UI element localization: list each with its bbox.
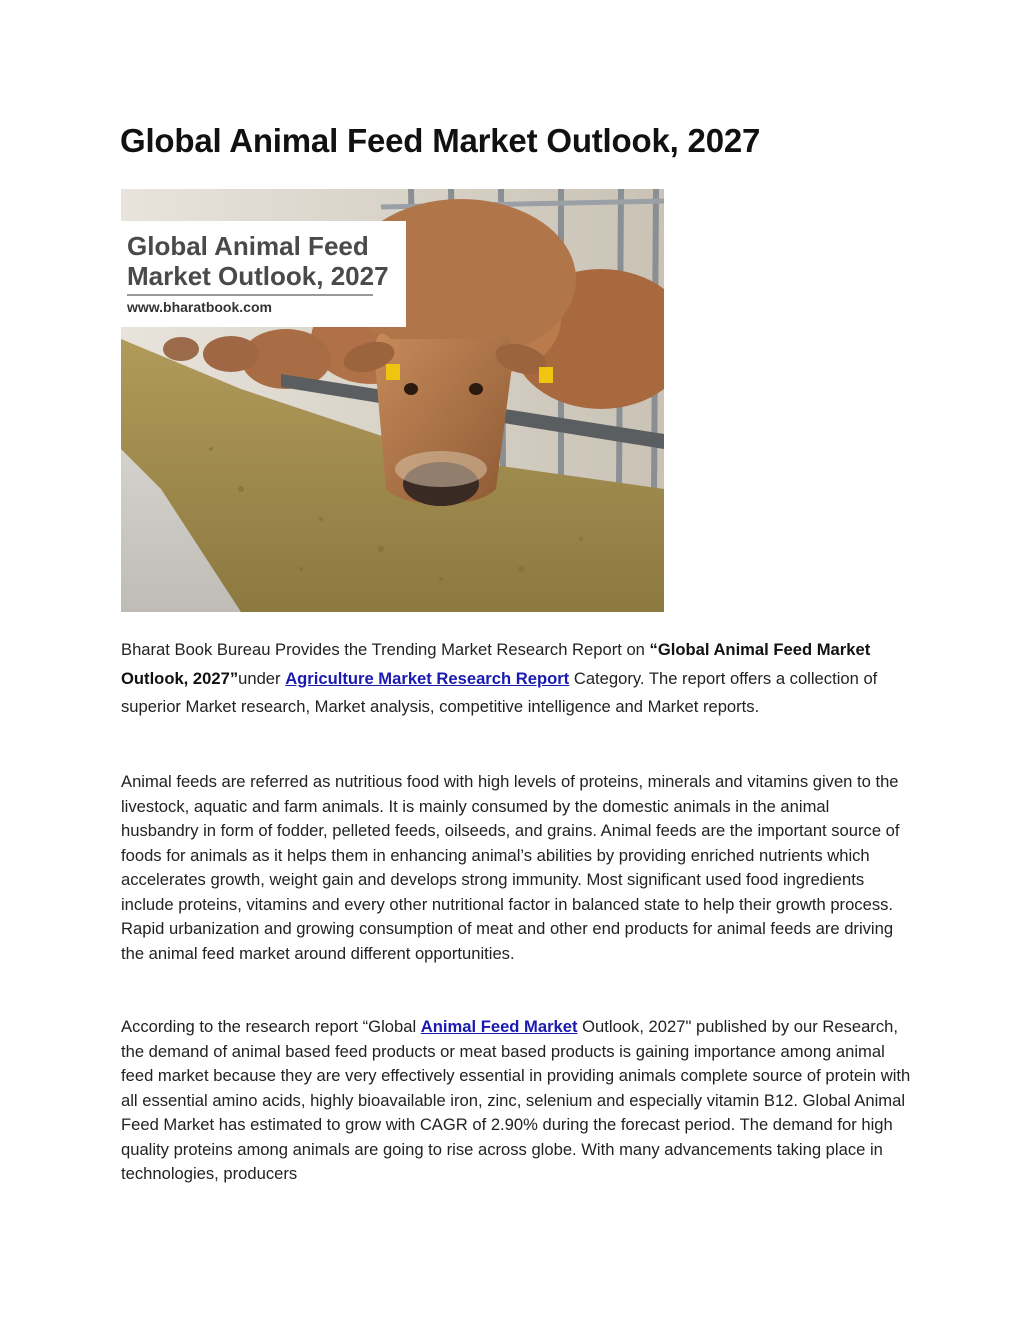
research-intro-text: According to the research report “Global xyxy=(121,1017,421,1036)
banner-line-2: Market Outlook, 2027 xyxy=(127,261,389,291)
intro-paragraph xyxy=(121,636,911,722)
intro-text: Bharat Book Bureau Provides the Trending Market Research Report on xyxy=(121,640,650,659)
intro-rest-text: Category. The report offers a collection of superior Market research, Market analysis, competitive intelligence and Market reports. xyxy=(121,668,878,716)
under-text: under xyxy=(238,668,286,688)
report-name: “Global Animal Feed Market Outlook, 2027” xyxy=(121,640,871,688)
description-paragraph: Animal feeds are referred as nutritious food with high levels of proteins, minerals and vitamins given to the livestock, aquatic and farm animals. It is mainly consumed by the domestic animals in the animal husbandry in form of fodder, pelleted feeds, oilseeds, and grains. Animal feeds are the important source of foods for animals as it helps them in enhancing animal’s abilities by providing enriched nutrients which accelerates growth, weight gain and develops strong immunity. Most significant used food ingredients include proteins, vitamins and every other nutritional factor in balanced state to help their growth process. Rapid urbanization and growing consumption of meat and other end products for animal feeds are driving the animal feed market around different opportunities. xyxy=(121,772,900,963)
animal-feed-market-link[interactable]: Animal Feed Market xyxy=(420,1017,578,1036)
research-rest-text: Outlook, 2027" published by our Research, the demand of animal based feed products or meat based products is gaining importance among animal feed market because they are very effectively essential in providing animals complete source of protein with all essential amino acids, highly bioavailable iron, zinc, selenium and especially vitamin B12. Global Animal Feed Market has estimated to grow with CAGR of 2.90% during the forecast period. The demand for high quality proteins among animals are going to rise across globe. With many advancements taking place in technologies, producers xyxy=(121,1017,911,1183)
page-title: Global Animal Feed Market Outlook, 2027 xyxy=(120,122,761,159)
research-paragraph xyxy=(121,1015,911,1187)
banner-line-1: Global Animal Feed xyxy=(127,231,369,261)
hero-image xyxy=(121,189,664,612)
agriculture-report-link[interactable]: Agriculture Market Research Report xyxy=(285,668,570,688)
banner-url: www.bharatbook.com xyxy=(127,299,272,315)
